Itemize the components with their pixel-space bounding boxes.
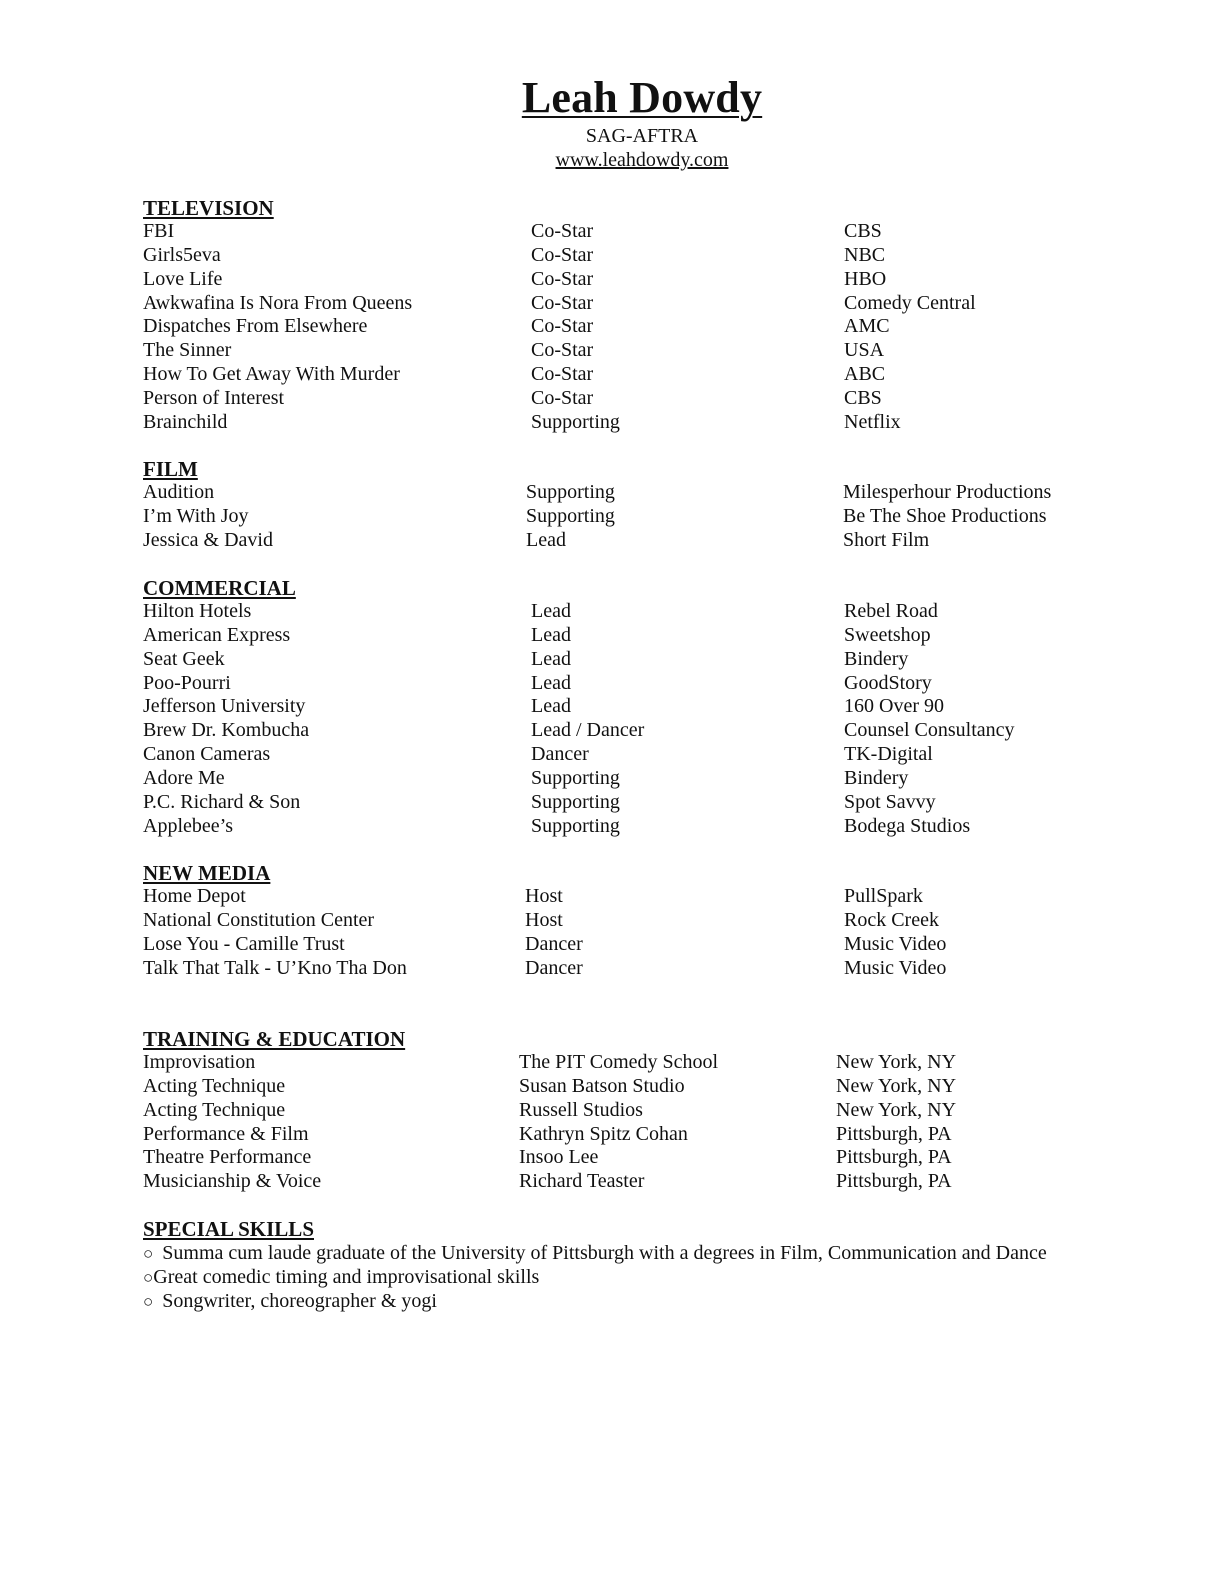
credit-role: Lead <box>531 695 571 718</box>
credit-role: Co-Star <box>531 243 594 266</box>
credit-title: Performance & Film <box>143 1122 309 1145</box>
credit-title: Theatre Performance <box>143 1146 312 1169</box>
credit-row <box>143 791 1143 815</box>
credit-title: Brainchild <box>143 410 228 433</box>
credit-title: Adore Me <box>143 766 225 789</box>
credits-table <box>143 481 1143 553</box>
credit-title: Canon Cameras <box>143 743 271 766</box>
credit-title: Poo-Pourri <box>143 671 231 694</box>
credit-role: The PIT Comedy School <box>519 1051 719 1073</box>
credit-title: Acting Technique <box>143 1074 286 1097</box>
credit-row <box>143 1075 1143 1099</box>
credit-title: Awkwafina Is Nora From Queens <box>143 291 413 314</box>
skill-item <box>143 1265 1143 1289</box>
credit-title: Musicianship & Voice <box>143 1170 322 1193</box>
credit-role: Host <box>525 885 563 907</box>
credit-row <box>143 292 1143 316</box>
credit-title: National Constitution Center <box>143 908 375 931</box>
credit-row <box>143 672 1143 696</box>
credit-company: Pittsburgh, PA <box>836 1122 952 1145</box>
credit-role: Supporting <box>526 504 615 527</box>
credit-row <box>143 648 1143 672</box>
credit-row <box>143 220 1143 244</box>
credit-title: Dispatches From Elsewhere <box>143 315 368 338</box>
credits-table <box>143 1051 1143 1194</box>
credit-title: Home Depot <box>143 885 246 907</box>
credit-title: Jefferson University <box>143 695 306 718</box>
credit-company: Milesperhour Productions <box>843 481 1052 503</box>
credit-role: Kathryn Spitz Cohan <box>519 1122 688 1145</box>
credit-row <box>143 767 1143 791</box>
credit-company: ABC <box>844 363 886 386</box>
credit-role: Lead <box>531 671 571 694</box>
credit-company: Spot Savvy <box>844 790 936 813</box>
credit-company: Be The Shoe Productions <box>843 504 1047 527</box>
credit-role: Susan Batson Studio <box>519 1074 685 1097</box>
credit-title: Audition <box>143 481 215 503</box>
credit-role: Supporting <box>531 410 620 433</box>
credit-role: Lead / Dancer <box>531 719 645 742</box>
credit-role: Co-Star <box>531 291 594 314</box>
credit-row <box>143 624 1143 648</box>
credit-company: TK-Digital <box>844 743 933 766</box>
credit-row <box>143 244 1143 268</box>
resume-header <box>0 72 1224 172</box>
credit-company: Bindery <box>844 647 909 670</box>
credit-row <box>143 1170 1143 1194</box>
credit-company: GoodStory <box>844 671 932 694</box>
credit-company: Counsel Consultancy <box>844 719 1015 742</box>
credit-row <box>143 957 1143 981</box>
credit-row <box>143 909 1143 933</box>
union-affiliation: SAG-AFTRA <box>585 125 699 147</box>
section-title-television: TELEVISION <box>143 196 274 220</box>
credit-row <box>143 1051 1143 1075</box>
credit-row <box>143 1099 1143 1123</box>
credit-title: Acting Technique <box>143 1098 286 1121</box>
credit-row <box>143 815 1143 839</box>
credit-role: Supporting <box>531 814 620 837</box>
commercial-section <box>143 576 1143 838</box>
credit-role: Co-Star <box>531 267 594 290</box>
credit-title: Girls5eva <box>143 243 221 266</box>
credit-company: NBC <box>844 243 886 266</box>
credit-role: Lead <box>531 647 571 670</box>
circle-bullet-icon: ○ <box>143 1268 154 1287</box>
credit-role: Co-Star <box>531 220 594 242</box>
credit-company: Netflix <box>844 410 901 433</box>
credit-row <box>143 1123 1143 1147</box>
credit-role: Lead <box>526 528 566 551</box>
credit-company: CBS <box>844 386 882 409</box>
credit-role: Co-Star <box>531 339 594 362</box>
credit-row <box>143 695 1143 719</box>
new-media-section <box>143 861 1143 980</box>
credit-title: How To Get Away With Murder <box>143 363 400 386</box>
credit-row <box>143 719 1143 743</box>
credit-title: Applebee’s <box>143 814 233 837</box>
credit-role: Insoo Lee <box>519 1146 599 1169</box>
credit-role: Co-Star <box>531 363 594 386</box>
credits-table <box>143 885 1143 980</box>
credit-row <box>143 933 1143 957</box>
credit-row <box>143 481 1143 505</box>
credit-row <box>143 268 1143 292</box>
credit-company: Rebel Road <box>844 600 938 622</box>
credit-row <box>143 529 1143 553</box>
section-title-special-skills: SPECIAL SKILLS <box>143 1217 314 1241</box>
credits-table <box>143 600 1143 838</box>
credit-role: Co-Star <box>531 315 594 338</box>
credit-company: USA <box>844 339 885 362</box>
credit-company: Bindery <box>844 766 909 789</box>
section-title-training: TRAINING & EDUCATION <box>143 1027 406 1051</box>
credit-role: Lead <box>531 600 571 622</box>
credit-role: Dancer <box>531 743 589 766</box>
credit-company: HBO <box>844 267 887 290</box>
credit-role: Supporting <box>531 766 620 789</box>
credit-title: P.C. Richard & Son <box>143 790 301 813</box>
credit-title: Seat Geek <box>143 647 225 670</box>
credit-company: Sweetshop <box>844 623 931 646</box>
credits-table <box>143 220 1143 435</box>
credit-title: I’m With Joy <box>143 504 249 527</box>
credit-role: Dancer <box>525 932 583 955</box>
credit-company: Short Film <box>843 528 930 551</box>
credit-row <box>143 600 1143 624</box>
credit-title: The Sinner <box>143 339 232 362</box>
skill-item <box>143 1241 1143 1265</box>
credit-role: Dancer <box>525 956 583 979</box>
credit-role: Supporting <box>531 790 620 813</box>
skill-text: Songwriter, choreographer & yogi <box>162 1290 437 1312</box>
credit-company: Bodega Studios <box>844 814 971 837</box>
credit-company: PullSpark <box>844 885 923 907</box>
credit-role: Lead <box>531 623 571 646</box>
section-title-commercial: COMMERCIAL <box>143 576 296 600</box>
credit-role: Host <box>525 908 563 931</box>
credit-company: Pittsburgh, PA <box>836 1146 952 1169</box>
credit-company: AMC <box>844 315 890 338</box>
actor-name: Leah Dowdy <box>521 73 763 122</box>
website-link[interactable]: www.leahdowdy.com <box>555 149 729 171</box>
credit-title: Jessica & David <box>143 528 273 551</box>
credit-role: Richard Teaster <box>519 1170 645 1193</box>
credit-row <box>143 387 1143 411</box>
credit-role: Russell Studios <box>519 1098 643 1121</box>
circle-bullet-icon: ○ <box>143 1292 154 1311</box>
credit-row <box>143 363 1143 387</box>
credit-row <box>143 1146 1143 1170</box>
skill-text: Summa cum laude graduate of the University of Pittsburgh with a degrees in Film, Communication and Dance <box>162 1242 1047 1264</box>
credit-row <box>143 315 1143 339</box>
credit-company: New York, NY <box>836 1098 957 1121</box>
credit-row <box>143 885 1143 909</box>
credit-row <box>143 339 1143 363</box>
credit-title: Lose You - Camille Trust <box>143 932 345 955</box>
credit-role: Co-Star <box>531 386 594 409</box>
section-title-film: FILM <box>143 457 198 481</box>
credit-title: FBI <box>143 220 175 242</box>
credit-title: Brew Dr. Kombucha <box>143 719 310 742</box>
special-skills-section <box>143 1217 1143 1313</box>
credit-title: Talk That Talk - U’Kno Tha Don <box>143 956 407 979</box>
training-section <box>143 1027 1143 1194</box>
credit-company: Comedy Central <box>844 291 976 314</box>
credit-company: Rock Creek <box>844 908 939 931</box>
credit-row <box>143 411 1143 435</box>
credit-company: Music Video <box>844 932 947 955</box>
credit-row <box>143 505 1143 529</box>
credit-row <box>143 743 1143 767</box>
credit-title: American Express <box>143 623 291 646</box>
skill-text: Great comedic timing and improvisational skills <box>153 1266 540 1288</box>
credit-company: 160 Over 90 <box>844 695 944 718</box>
credit-company: New York, NY <box>836 1074 957 1097</box>
skill-item <box>143 1289 1143 1313</box>
section-title-new-media: NEW MEDIA <box>143 861 271 885</box>
credit-title: Love Life <box>143 267 223 290</box>
credit-title: Person of Interest <box>143 386 285 409</box>
credit-title: Improvisation <box>143 1051 256 1073</box>
credit-company: CBS <box>844 220 882 242</box>
credit-company: New York, NY <box>836 1051 957 1073</box>
credit-role: Supporting <box>526 481 615 503</box>
television-section <box>143 196 1143 435</box>
credit-company: Pittsburgh, PA <box>836 1170 952 1193</box>
circle-bullet-icon: ○ <box>143 1244 154 1263</box>
credit-company: Music Video <box>844 956 947 979</box>
film-section <box>143 457 1143 553</box>
credit-title: Hilton Hotels <box>143 600 252 622</box>
